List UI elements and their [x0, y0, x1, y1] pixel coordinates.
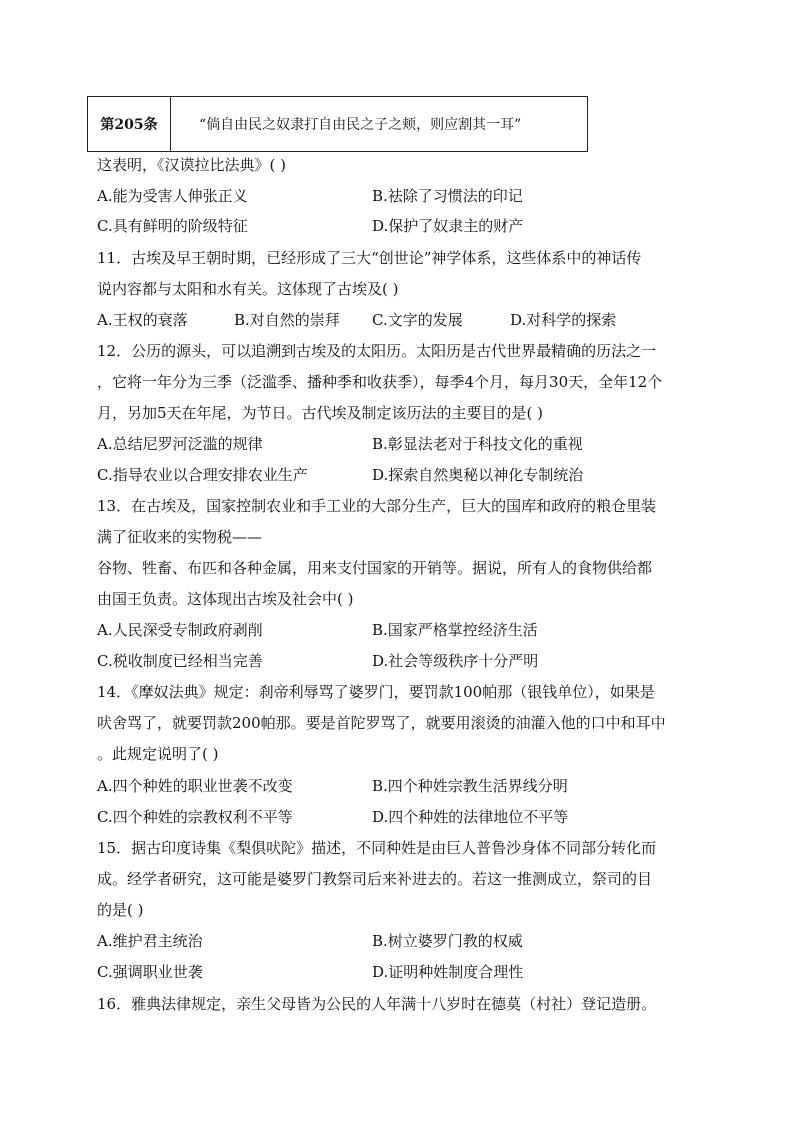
q14-option-a: A.四个种姓的职业世袭不改变 — [97, 777, 293, 795]
q15-option-c: C.强调职业世袭 — [97, 963, 203, 981]
q16-stem-line1: 16．雅典法律规定，亲生父母皆为公民的人年满十八岁时在德莫（村社）登记造册。 — [97, 995, 657, 1013]
law-table — [87, 96, 588, 152]
q13-option-b: B.国家严格掌控经济生活 — [372, 621, 538, 639]
q13-stem-line3: 谷物、牲畜、布匹和各种金属，用来支付国家的开销等。据说，所有人的食物供给都 — [97, 559, 653, 577]
q13-option-d: D.社会等级秩序十分严明 — [372, 652, 539, 670]
article-quote: “倘自由民之奴隶打自由民之子之颊，则应割其一耳” — [171, 97, 588, 152]
q11-stem-line1: 11．古埃及早王朝时期，已经形成了三大“创世论”神学体系，这些体系中的神话传 — [97, 249, 642, 267]
q13-option-c: C.税收制度已经相当完善 — [97, 652, 263, 670]
q12-option-a: A.总结尼罗河泛滥的规律 — [97, 435, 263, 453]
q14-option-b: B.四个种姓宗教生活界线分明 — [372, 777, 568, 795]
q12-stem-line3: 月，另加5天在年尾，为节日。古代埃及制定该历法的主要目的是( ) — [97, 404, 544, 422]
q15-option-a: A.维护君主统治 — [97, 932, 203, 950]
law-row — [88, 97, 588, 152]
q12-option-b: B.彰显法老对于科技文化的重视 — [372, 435, 583, 453]
q15-option-b: B.树立婆罗门教的权威 — [372, 932, 523, 950]
q12-stem-line2: ，它将一年分为三季（泛滥季、播种季和收获季），每季4个月，每月30天，全年12个 — [97, 373, 663, 391]
q13-stem-line4: 由国王负责。这体现出古埃及社会中( ) — [97, 590, 354, 608]
q12-option-c: C.指导农业以合理安排农业生产 — [97, 466, 308, 484]
q12-stem-line1: 12．公历的源头，可以追溯到古埃及的太阳历。太阳历是古代世界最精确的历法之一 — [97, 342, 657, 360]
q10-option-a: A.能为受害人伸张正义 — [97, 187, 248, 205]
q14-stem-line2: 吠舍骂了，就要罚款200帕那。要是首陀罗骂了，就要用滚烫的油灌入他的口中和耳中 — [97, 714, 666, 732]
q10-stem: 这表明，《汉谟拉比法典》( ) — [97, 156, 286, 174]
q14-option-c: C.四个种姓的宗教权利不平等 — [97, 808, 293, 826]
q11-option-b: B.对自然的崇拜 — [234, 311, 340, 329]
q13-stem-line1: 13．在古埃及，国家控制农业和手工业的大部分生产，巨大的国库和政府的粮仓里装 — [97, 497, 657, 515]
q11-option-d: D.对科学的探索 — [510, 311, 617, 329]
q15-stem-line1: 15．据古印度诗集《梨俱吠陀》描述，不同种姓是由巨人普鲁沙身体不同部分转化而 — [97, 839, 657, 857]
q11-option-c: C.文字的发展 — [372, 311, 463, 329]
q15-stem-line3: 的是( ) — [97, 901, 144, 919]
q12-option-d: D.探索自然奥秘以神化专制统治 — [372, 466, 584, 484]
q14-option-d: D.四个种姓的法律地位不平等 — [372, 808, 569, 826]
q10-option-c: C.具有鲜明的阶级特征 — [97, 217, 248, 235]
article-number: 第205条 — [88, 97, 171, 152]
q15-option-d: D.证明种姓制度合理性 — [372, 963, 524, 981]
q14-stem-line1: 14．《摩奴法典》规定：刹帝利辱骂了婆罗门，要罚款100帕那（银钱单位），如果是 — [97, 683, 655, 701]
q11-stem-line2: 说内容都与太阳和水有关。这体现了古埃及( ) — [97, 280, 399, 298]
q10-option-b: B.祛除了习惯法的印记 — [372, 187, 523, 205]
q11-option-a: A.王权的衰落 — [97, 311, 188, 329]
q14-stem-line3: 。此规定说明了( ) — [97, 745, 219, 763]
q13-stem-line2: 满了征收来的实物税—— — [97, 528, 263, 546]
q13-option-a: A.人民深受专制政府剥削 — [97, 621, 263, 639]
q15-stem-line2: 成。经学者研究，这可能是婆罗门教祭司后来补进去的。若这一推测成立，祭司的目 — [97, 870, 653, 888]
q10-option-d: D.保护了奴隶主的财产 — [372, 217, 524, 235]
